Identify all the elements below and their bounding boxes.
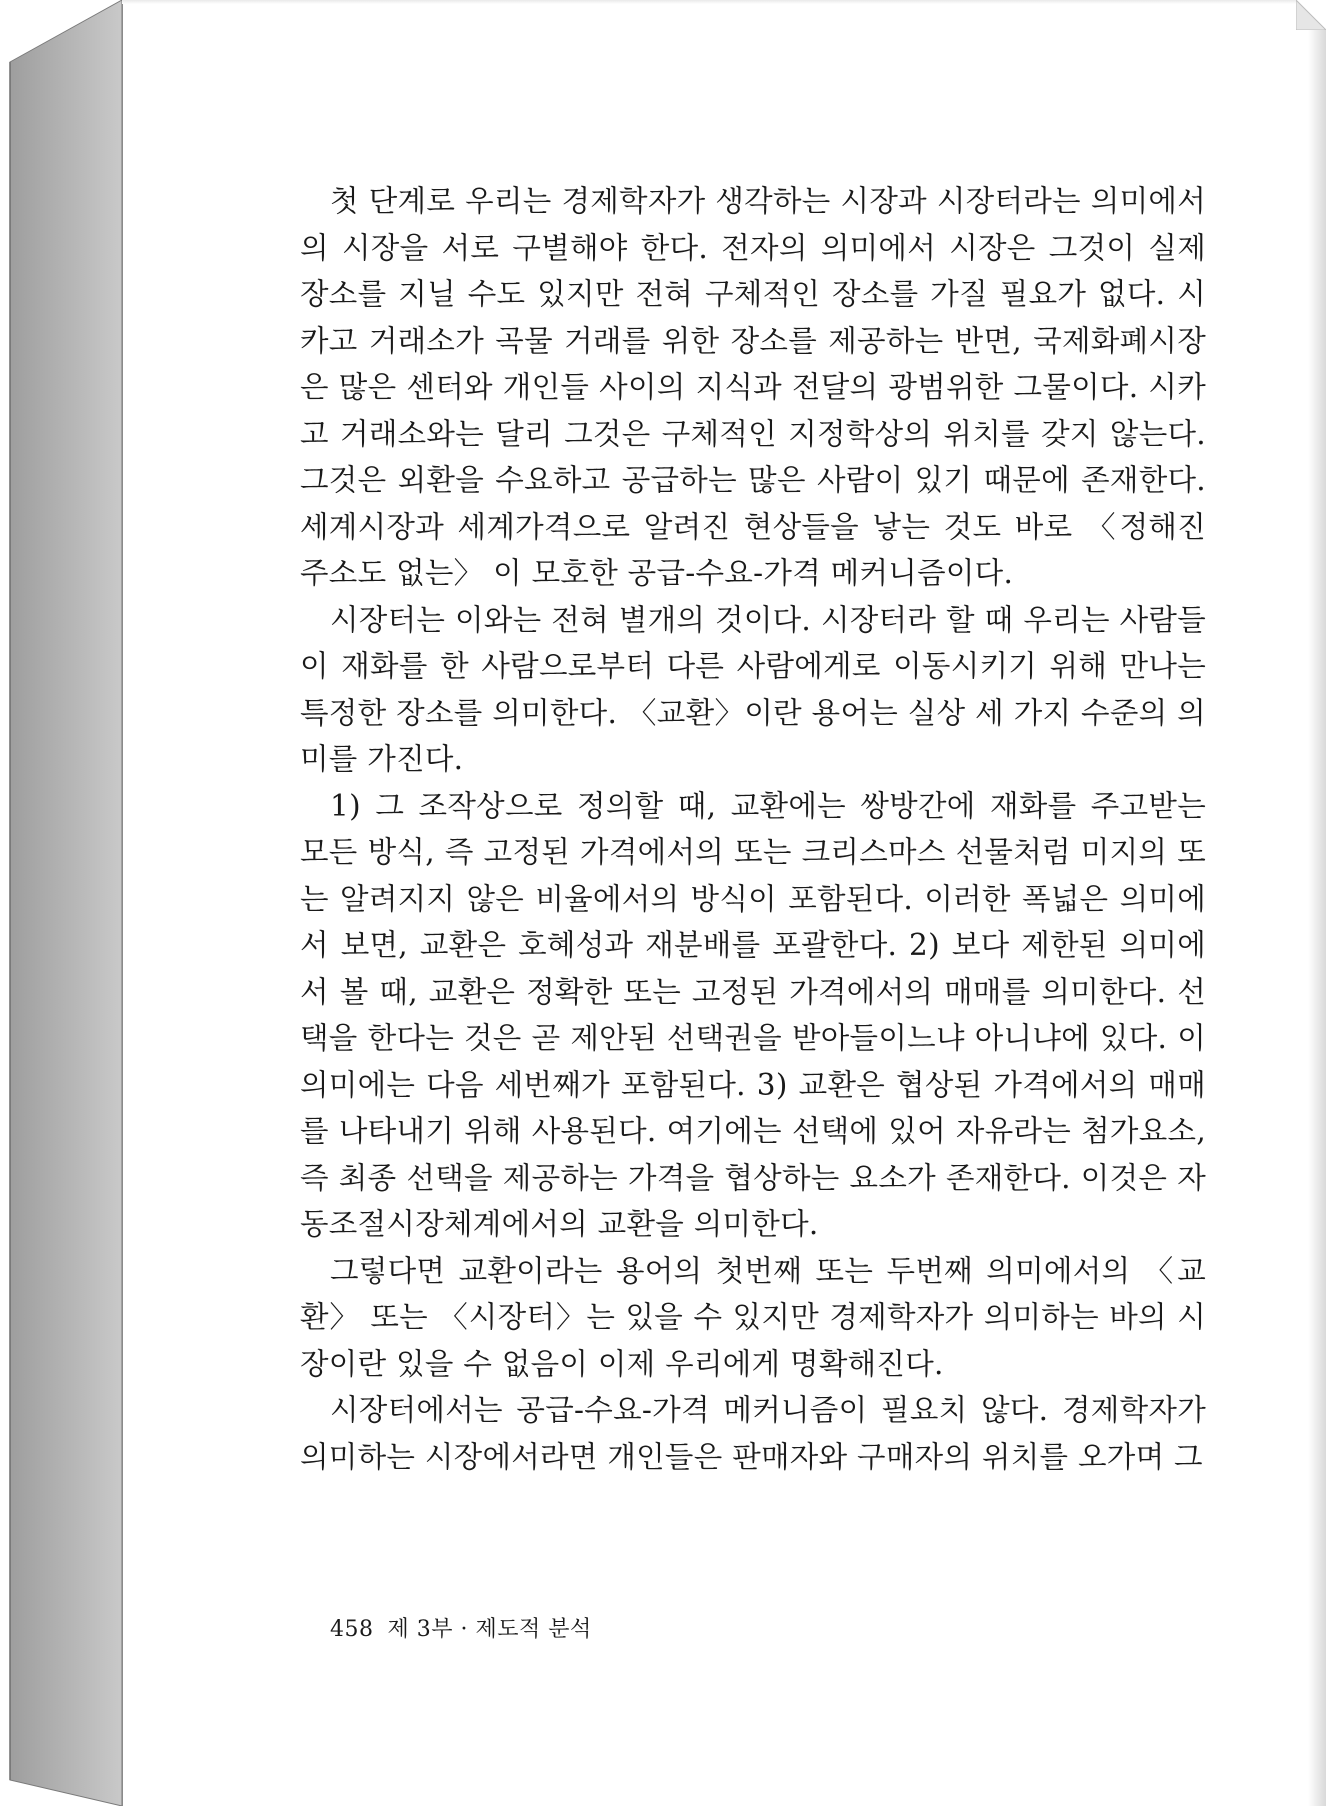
paragraph-3: 1) 그 조작상으로 정의할 때, 교환에는 쌍방간에 재화를 주고받는 모든 방식, 즉 고정된 가격에서의 또는 크리스마스 선물처럼 미지의 또는 알려지지 않은 비율에서의 방식이 포함된다. 이러한 폭넓은 의미에서 보면, 교환은 호혜성과 재분배를 포괄한다. 2) 보다 제한된 의미에서 볼 때, 교환은 정확한 또는 고정된 가격에서의 매매를 의미한다. 선택을 한다는 것은 곧 제안된 선택권을 받아들이느냐 아니냐에 있다. 이 의미에는 다음 세번째가 포함된다. 3) 교환은 협상된 가격에서의 매매를 나타내기 위해 사용된다. 여기에는 선택에 있어 자유라는 첨가요소, 즉 최종 선택을 제공하는 가격을 협상하는 요소가 존재한다. 이것은 자동조절시장체계에서의 교환을 의미한다.	[300, 788, 1206, 1241]
paragraph-2: 시장터는 이와는 전혀 별개의 것이다. 시장터라 할 때 우리는 사람들이 재화를 한 사람으로부터 다른 사람에게로 이동시키기 위해 만나는 특정한 장소를 의미한다. 〈교환〉이란 용어는 실상 세 가지 수준의 의미를 가진다.	[300, 602, 1206, 776]
page-number: 458	[330, 1617, 374, 1642]
paragraph-5: 시장터에서는 공급-수요-가격 메커니즘이 필요치 않다. 경제학자가 의미하는 시장에서라면 개인들은 판매자와 구매자의 위치를 오가며 그	[300, 1393, 1206, 1474]
section-title: 제 3부 · 제도적 분석	[387, 1617, 592, 1642]
book-spine	[0, 0, 130, 1806]
page-corner-icon	[1296, 0, 1326, 35]
paragraph-4: 그렇다면 교환이라는 용어의 첫번째 또는 두번째 의미에서의 〈교환〉 또는 〈시장터〉는 있을 수 있지만 경제학자가 의미하는 바의 시장이란 있을 수 없음이 이제 우리에게 명확해진다.	[300, 1253, 1206, 1381]
page-right-edge	[1308, 0, 1326, 1806]
page-top-shade	[122, 0, 1326, 4]
body-text	[300, 178, 1206, 1480]
paragraph-1: 첫 단계로 우리는 경제학자가 생각하는 시장과 시장터라는 의미에서의 시장을 서로 구별해야 한다. 전자의 의미에서 시장은 그것이 실제 장소를 지닐 수도 있지만 전혀 구체적인 장소를 가질 필요가 없다. 시카고 거래소가 곡물 거래를 위한 장소를 제공하는 반면, 국제화폐시장은 많은 센터와 개인들 사이의 지식과 전달의 광범위한 그물이다. 시카고 거래소와는 달리 그것은 구체적인 지정학상의 위치를 갖지 않는다. 그것은 외환을 수요하고 공급하는 많은 사람이 있기 때문에 존재한다. 세계시장과 세계가격으로 알려진 현상들을 낳는 것도 바로 〈정해진 주소도 없는〉 이 모호한 공급-수요-가격 메커니즘이다.	[300, 184, 1206, 590]
page-footer	[330, 1612, 592, 1643]
